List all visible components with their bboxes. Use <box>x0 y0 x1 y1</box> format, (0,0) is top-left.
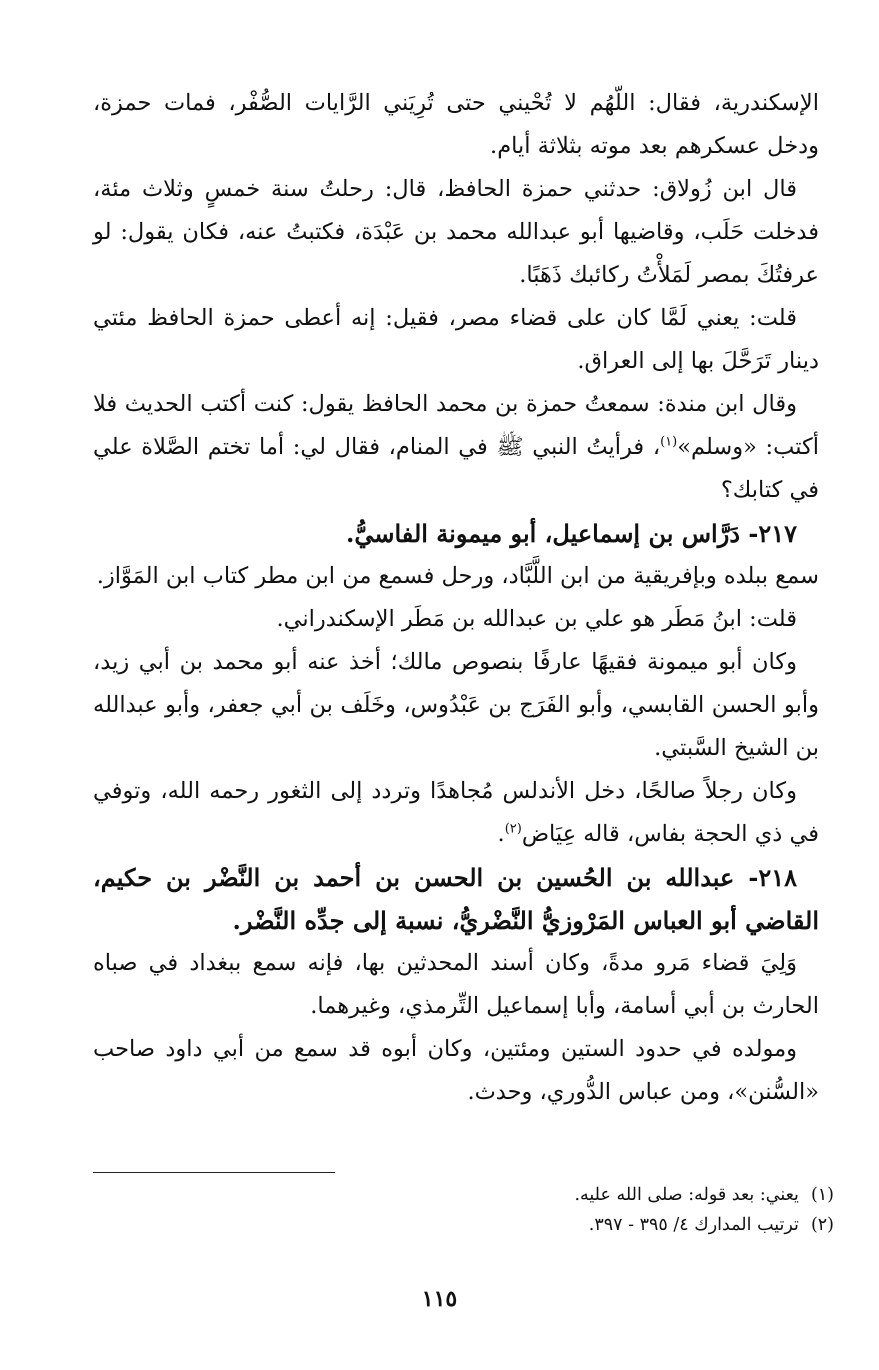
main-text <box>93 82 819 1114</box>
paragraph <box>93 770 819 856</box>
page-number: ١١٥ <box>421 1286 458 1312</box>
entry-number: ٢١٨- <box>748 863 797 892</box>
paragraph-text: . <box>497 821 505 847</box>
footnote-text: ترتيب المدارك ٤/ ٣٩٥ - ٣٩٧. <box>588 1215 799 1235</box>
paragraph-text: وكان رجلاً صالحًا، دخل الأندلس مُجاهدًا وتردد إلى الثغور رحمه الله، وتوفي في ذي الحجة بفاس، قاله عِيَاض <box>93 778 819 847</box>
entry-number: ٢١٧- <box>748 519 797 548</box>
paragraph-text: وقال ابن مندة: سمعتُ حمزة بن محمد الحافظ يقول: كنت أكتب الحديث فلا أكتب: «وسلم» <box>93 391 819 460</box>
entry-title: عبدالله بن الحُسين بن الحسن بن أحمد بن النَّضْر بن حكيم، القاضي أبو العباس المَرْوزيُّ النَّضْريُّ، نسبة إلى جدِّه النَّضْر. <box>93 863 819 935</box>
paragraph: وكان أبو ميمونة فقيهًا عارفًا بنصوص مالك؛ أخذ عنه أبو محمد بن أبي زيد، وأبو الحسن القابسي، وأبو الفَرَج بن عَبْدُوس، وخَلَف بن أبي جعفر، وأبو عبدالله بن الشيخ السَّبتي. <box>93 649 819 761</box>
footnote-text: يعني: بعد قوله: صلى الله عليه. <box>574 1185 799 1205</box>
entry-title: دَرَّاس بن إسماعيل، أبو ميمونة الفاسيُّ. <box>346 519 740 548</box>
footnote-number: (٢) <box>810 1215 834 1235</box>
paragraph: وَلِيَ قضاء مَرو مدةً، وكان أسند المحدثين بها، فإنه سمع ببغداد في صباه الحارث بن أبي أسامة، وأبا إسماعيل التِّرمذي، وغيرهما. <box>93 950 819 1019</box>
paragraph: قلت: يعني لَمَّا كان على قضاء مصر، فقيل: إنه أعطى حمزة الحافظ مئتي دينار تَرَحَّلَ بها إلى العراق. <box>93 305 819 374</box>
footnote-divider <box>93 1172 335 1173</box>
footnotes <box>93 1180 834 1240</box>
paragraph <box>93 383 819 512</box>
paragraph-text: ، فرأيتُ النبي ﷺ في المنام، فقال لي: أما تختم الصَّلاة علي في كتابك؟ <box>93 434 819 503</box>
paragraph: سمع ببلده وبإفريقية من ابن اللَّبَّاد، ورحل فسمع من ابن مطر كتاب ابن المَوَّاز. <box>96 563 819 589</box>
paragraph: الإسكندرية، فقال: اللّهُم لا تُحْيني حتى تُرِيَني الرَّايات الصُّفْر، فمات حمزة، ودخل عسكرهم بعد موته بثلاثة أيام. <box>93 90 819 159</box>
paragraph: قال ابن زُولاق: حدثني حمزة الحافظ، قال: رحلتُ سنة خمسٍ وثلاث مئة، فدخلت حَلَب، وقاضيها أبو عبدالله محمد بن عَبْدَة، فكتبتُ عنه، فكان يقول: لو عرفتُكَ بمصر لَمَلأْتُ ركائبك ذَهَبًا. <box>93 176 819 288</box>
footnote-ref[interactable]: (١) <box>660 434 678 450</box>
footnote-ref[interactable]: (٢) <box>504 821 522 837</box>
entry-heading-218 <box>93 856 819 942</box>
footnote <box>93 1180 834 1210</box>
footnote-number: (١) <box>810 1185 834 1205</box>
paragraph: قلت: ابنُ مَطَر هو علي بن عبدالله بن مَطَر الإسكندراني. <box>276 606 797 632</box>
entry-heading-217 <box>93 512 819 555</box>
paragraph: ومولده في حدود الستين ومئتين، وكان أبوه قد سمع من أبي داود صاحب «السُّنن»، ومن عباس الدُّوري، وحدث. <box>93 1036 819 1105</box>
footnote <box>93 1210 834 1240</box>
